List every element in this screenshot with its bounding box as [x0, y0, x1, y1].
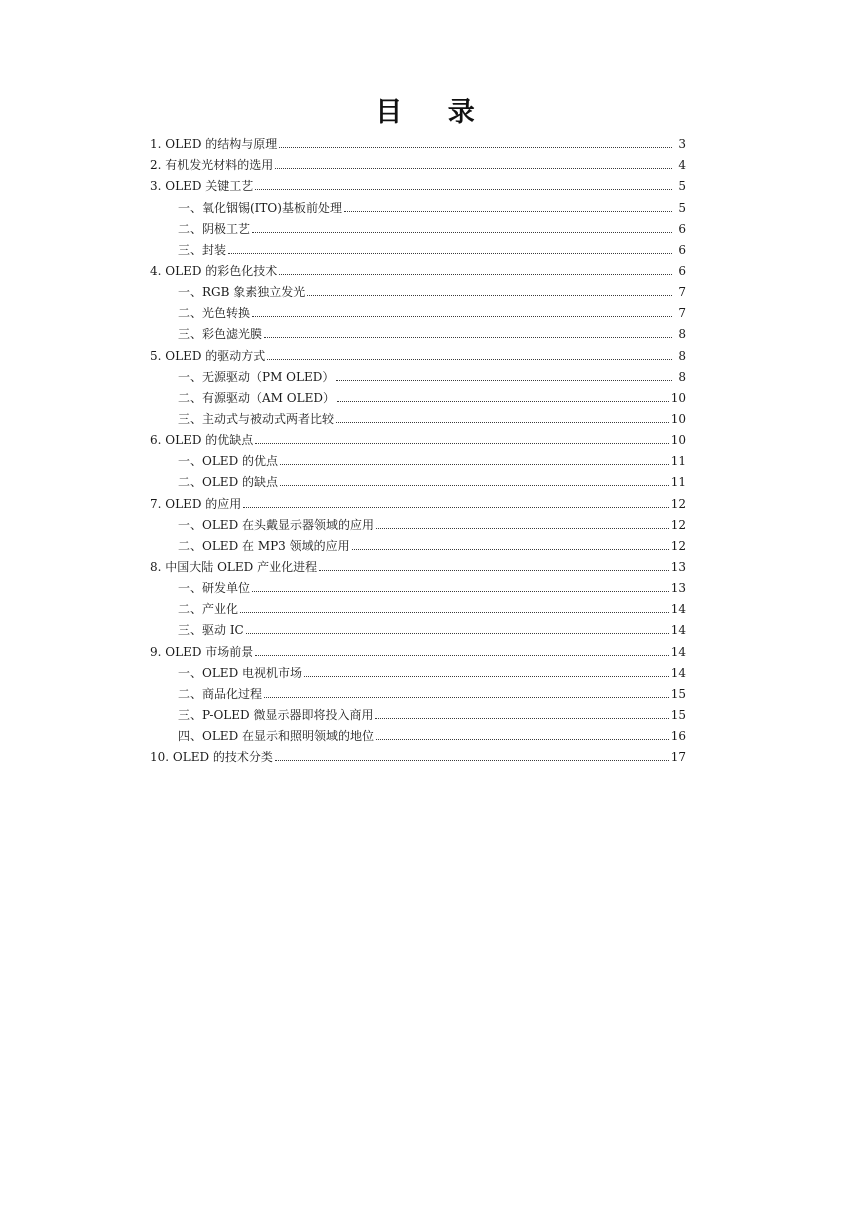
toc-entry-label: 一、OLED 电视机市场 — [178, 665, 303, 680]
dot-leader — [252, 232, 672, 233]
toc-entry-label: 三、彩色滤光膜 — [178, 327, 263, 342]
dot-leader — [352, 549, 669, 550]
toc-entry-page-number: 6 — [678, 263, 686, 278]
toc-entry[interactable] — [150, 385, 686, 406]
toc-entry[interactable] — [150, 744, 686, 765]
dot-leader — [337, 401, 669, 402]
dot-leader — [275, 760, 669, 761]
toc-entry-label: 二、有源驱动（AM OLED） — [178, 390, 335, 405]
toc-entry-label: 4. OLED 的彩色化技术 — [150, 263, 278, 278]
toc-entry-label: 三、主动式与被动式两者比较 — [178, 411, 335, 426]
toc-entry[interactable] — [150, 638, 686, 659]
dot-leader — [280, 464, 669, 465]
toc-entry-label: 三、P-OLED 微显示器即将投入商用 — [178, 707, 374, 722]
toc-entry-page-number: 8 — [678, 327, 686, 342]
toc-entry-page-number: 8 — [678, 369, 686, 384]
toc-entry-label: 二、产业化 — [178, 602, 239, 617]
toc-entry[interactable] — [150, 427, 686, 448]
toc-entry-page-number: 10 — [670, 411, 686, 426]
toc-entry[interactable] — [150, 364, 686, 385]
dot-leader — [279, 274, 672, 275]
toc-entry-label: 一、RGB 象素独立发光 — [178, 285, 306, 300]
toc-entry-label: 9. OLED 市场前景 — [150, 644, 254, 659]
page-title: 目 录 — [375, 97, 493, 128]
dot-leader — [267, 359, 672, 360]
toc-entry-page-number: 5 — [678, 179, 686, 194]
toc-entry-label: 8. 中国大陆 OLED 产业化进程 — [150, 559, 318, 574]
dot-leader — [252, 591, 669, 592]
toc-entry-label: 1. OLED 的结构与原理 — [150, 137, 278, 152]
toc-entry[interactable] — [150, 554, 686, 575]
dot-leader — [255, 443, 668, 444]
toc-entry[interactable] — [150, 575, 686, 596]
toc-entry[interactable] — [150, 173, 686, 194]
table-of-contents — [150, 131, 686, 765]
toc-entry-page-number: 14 — [670, 602, 686, 617]
dot-leader — [228, 253, 672, 254]
dot-leader — [344, 211, 672, 212]
dot-leader — [240, 612, 669, 613]
toc-entry-page-number: 5 — [678, 200, 686, 215]
toc-entry-page-number: 4 — [678, 158, 686, 173]
dot-leader — [279, 147, 672, 148]
toc-entry-label: 二、商品化过程 — [178, 686, 263, 701]
toc-entry-page-number: 14 — [670, 644, 686, 659]
toc-entry-page-number: 10 — [670, 433, 686, 448]
toc-entry-label: 二、OLED 的缺点 — [178, 475, 279, 490]
toc-entry-page-number: 12 — [670, 496, 686, 511]
toc-entry-label: 四、OLED 在显示和照明领域的地位 — [178, 729, 375, 744]
toc-entry[interactable] — [150, 512, 686, 533]
toc-entry[interactable] — [150, 448, 686, 469]
dot-leader — [252, 316, 672, 317]
toc-entry-page-number: 17 — [670, 750, 686, 765]
toc-entry-page-number: 15 — [670, 686, 686, 701]
dot-leader — [376, 528, 669, 529]
toc-entry[interactable] — [150, 702, 686, 723]
toc-entry-page-number: 14 — [670, 665, 686, 680]
toc-entry-label: 7. OLED 的应用 — [150, 496, 242, 511]
dot-leader — [255, 655, 668, 656]
toc-entry[interactable] — [150, 321, 686, 342]
dot-leader — [246, 633, 669, 634]
toc-entry-label: 二、OLED 在 MP3 领域的应用 — [178, 538, 350, 553]
toc-entry-page-number: 12 — [670, 517, 686, 532]
toc-entry-label: 一、OLED 在头戴显示器领域的应用 — [178, 517, 375, 532]
toc-entry-page-number: 15 — [670, 707, 686, 722]
toc-entry-label: 10. OLED 的技术分类 — [150, 750, 273, 765]
dot-leader — [243, 507, 668, 508]
toc-entry-page-number: 7 — [678, 285, 686, 300]
toc-entry-label: 三、封装 — [178, 242, 227, 257]
dot-leader — [304, 676, 669, 677]
toc-entry-label: 二、阴极工艺 — [178, 221, 251, 236]
toc-entry-page-number: 6 — [678, 221, 686, 236]
toc-entry[interactable] — [150, 300, 686, 321]
dot-leader — [264, 337, 672, 338]
dot-leader — [280, 485, 669, 486]
toc-entry-page-number: 3 — [678, 137, 686, 152]
toc-entry[interactable] — [150, 258, 686, 279]
toc-entry-page-number: 8 — [678, 348, 686, 363]
toc-entry-label: 2. 有机发光材料的选用 — [150, 158, 274, 173]
toc-entry-page-number: 12 — [670, 538, 686, 553]
dot-leader — [336, 422, 669, 423]
dot-leader — [307, 295, 672, 296]
toc-entry[interactable] — [150, 342, 686, 363]
toc-entry-page-number: 13 — [670, 559, 686, 574]
dot-leader — [275, 168, 672, 169]
dot-leader — [264, 697, 669, 698]
dot-leader — [336, 380, 672, 381]
toc-entry-page-number: 13 — [670, 581, 686, 596]
toc-entry[interactable] — [150, 279, 686, 300]
toc-entry-page-number: 6 — [678, 242, 686, 257]
toc-entry[interactable] — [150, 681, 686, 702]
toc-entry[interactable] — [150, 533, 686, 554]
toc-entry-page-number: 10 — [670, 390, 686, 405]
toc-entry[interactable] — [150, 723, 686, 744]
toc-entry[interactable] — [150, 131, 686, 152]
dot-leader — [375, 718, 668, 719]
toc-entry-label: 一、研发单位 — [178, 581, 251, 596]
dot-leader — [376, 739, 669, 740]
toc-entry-page-number: 16 — [670, 729, 686, 744]
dot-leader — [319, 570, 669, 571]
toc-entry[interactable] — [150, 152, 686, 173]
toc-entry[interactable] — [150, 490, 686, 511]
toc-entry-label: 6. OLED 的优缺点 — [150, 433, 254, 448]
toc-entry[interactable] — [150, 194, 686, 215]
dot-leader — [255, 189, 672, 190]
toc-entry[interactable] — [150, 406, 686, 427]
toc-entry-label: 二、光色转换 — [178, 306, 251, 321]
toc-entry[interactable] — [150, 237, 686, 258]
toc-entry-label: 3. OLED 关键工艺 — [150, 179, 254, 194]
toc-entry-label: 一、无源驱动（PM OLED） — [178, 369, 335, 384]
toc-entry[interactable] — [150, 469, 686, 490]
toc-entry-page-number: 11 — [670, 475, 686, 490]
toc-entry-page-number: 11 — [670, 454, 686, 469]
toc-entry[interactable] — [150, 660, 686, 681]
toc-entry[interactable] — [150, 596, 686, 617]
toc-entry-page-number: 7 — [678, 306, 686, 321]
toc-entry[interactable] — [150, 617, 686, 638]
toc-entry[interactable] — [150, 216, 686, 237]
toc-entry-label: 一、OLED 的优点 — [178, 454, 279, 469]
toc-entry-page-number: 14 — [670, 623, 686, 638]
toc-entry-label: 一、氧化铟锡(ITO)基板前处理 — [178, 200, 342, 215]
toc-entry-label: 5. OLED 的驱动方式 — [150, 348, 266, 363]
toc-entry-label: 三、驱动 IC — [178, 623, 244, 638]
